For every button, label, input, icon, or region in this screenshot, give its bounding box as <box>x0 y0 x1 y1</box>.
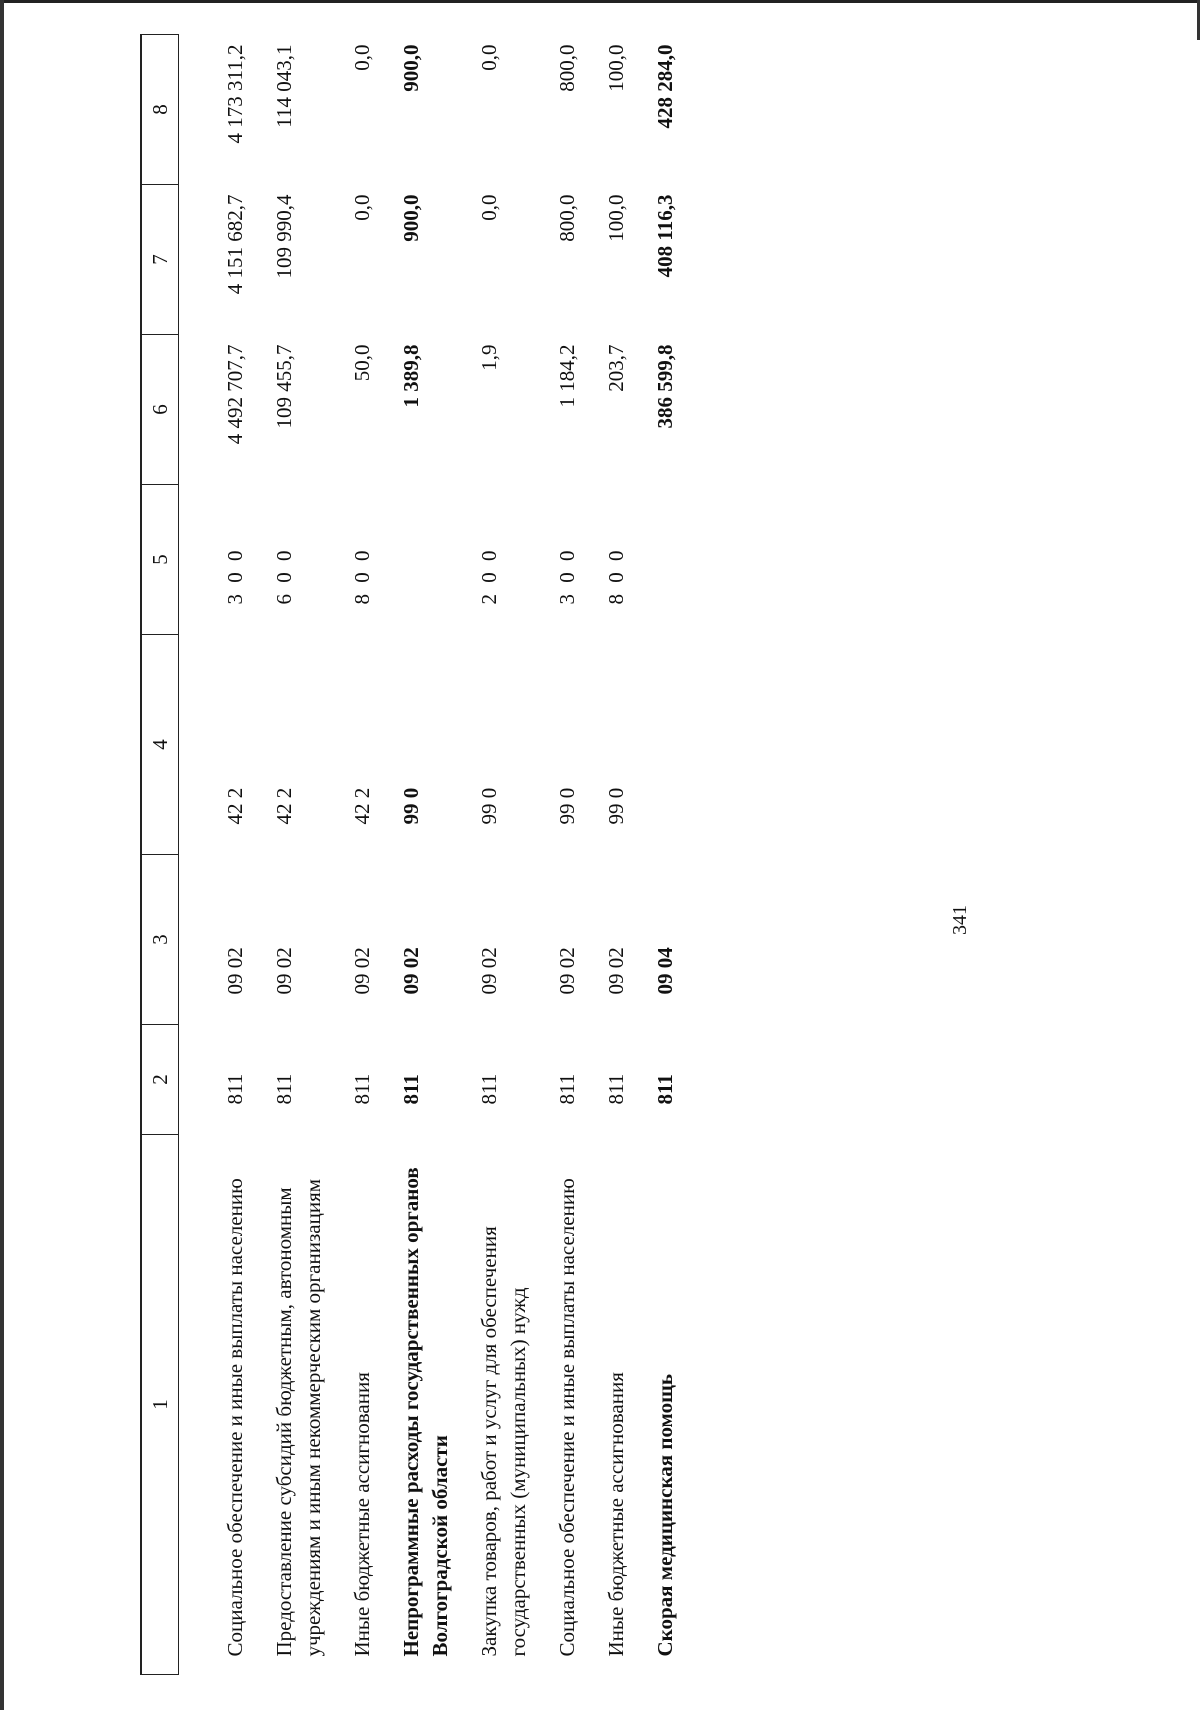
row-value-col7: 0,0 <box>350 194 374 221</box>
row-department: 811 <box>477 1073 501 1105</box>
table-row <box>342 35 391 1675</box>
header-col-7: 7 <box>141 185 179 335</box>
table-row <box>645 35 694 1675</box>
row-target-article: 42 2 <box>272 787 296 825</box>
row-value-col6: 203,7 <box>604 344 628 392</box>
row-section: 09 02 <box>399 947 423 995</box>
row-target-article: 99 0 <box>555 787 579 825</box>
row-value-col8: 0,0 <box>477 44 501 71</box>
row-section: 09 02 <box>223 947 247 995</box>
row-value-col6: 4 492 707,7 <box>223 344 247 445</box>
scan-edge-top <box>0 0 1200 3</box>
row-value-col8: 900,0 <box>399 44 423 92</box>
row-name: Иные бюджетные ассигнования <box>350 1372 374 1657</box>
row-name: Иные бюджетные ассигнования <box>604 1372 628 1657</box>
row-target-article: 42 2 <box>223 787 247 825</box>
row-value-col7: 800,0 <box>555 194 579 242</box>
row-value-col6: 386 599,8 <box>653 344 677 429</box>
scan-edge-left <box>0 0 4 1710</box>
row-value-col6: 50,0 <box>350 344 374 382</box>
table-spacer <box>179 35 216 1675</box>
row-department: 811 <box>604 1073 628 1105</box>
row-value-col6: 1 389,8 <box>399 344 423 408</box>
row-value-col7: 4 151 682,7 <box>223 194 247 295</box>
row-target-article: 99 0 <box>399 787 423 825</box>
row-value-col8: 114 043,1 <box>272 44 296 128</box>
table-row <box>469 35 547 1675</box>
row-expense-type: 8 0 0 <box>604 547 628 605</box>
header-col-3: 3 <box>141 855 179 1025</box>
row-department: 811 <box>399 1074 423 1105</box>
row-name: Предоставление субсидий бюджетным, автономным учреждениям и иным некоммерческим организациям <box>272 1178 325 1657</box>
header-col-5: 5 <box>141 485 179 635</box>
row-expense-type: 3 0 0 <box>223 547 247 605</box>
row-department: 811 <box>223 1073 247 1105</box>
row-department: 811 <box>350 1073 374 1105</box>
header-col-8: 8 <box>141 35 179 185</box>
row-value-col8: 0,0 <box>350 44 374 71</box>
row-target-article: 99 0 <box>604 787 628 825</box>
row-value-col6: 1 184,2 <box>555 344 579 408</box>
row-department: 811 <box>555 1073 579 1105</box>
row-value-col7: 900,0 <box>399 194 423 242</box>
row-section: 09 02 <box>555 947 579 995</box>
row-expense-type: 3 0 0 <box>555 547 579 605</box>
header-row <box>141 35 179 1675</box>
row-name: Непрограммные расходы государственных органов Волгоградской области <box>399 1167 452 1657</box>
header-col-1: 1 <box>141 1135 179 1675</box>
row-name: Социальное обеспечение и иные выплаты населению <box>555 1178 579 1657</box>
row-value-col6: 109 455,7 <box>272 344 296 429</box>
row-department: 811 <box>272 1073 296 1105</box>
row-section: 09 04 <box>653 947 677 995</box>
row-expense-type: 8 0 0 <box>350 547 374 605</box>
header-col-4: 4 <box>141 635 179 855</box>
page-number: 341 <box>949 905 971 935</box>
row-value-col8: 4 173 311,2 <box>223 44 247 144</box>
header-col-6: 6 <box>141 335 179 485</box>
row-value-col7: 408 116,3 <box>653 194 677 278</box>
table-row <box>264 35 342 1675</box>
row-department: 811 <box>653 1074 677 1105</box>
row-value-col7: 0,0 <box>477 194 501 221</box>
budget-table-container <box>140 35 1080 1675</box>
row-value-col8: 100,0 <box>604 44 628 92</box>
header-col-2: 2 <box>141 1025 179 1135</box>
row-value-col6: 1,9 <box>477 344 501 371</box>
row-name: Скорая медицинская помощь <box>653 1374 677 1657</box>
row-target-article: 42 2 <box>350 787 374 825</box>
table-row <box>391 35 469 1675</box>
row-expense-type <box>645 485 694 635</box>
table-row <box>547 35 596 1675</box>
row-section: 09 02 <box>350 947 374 995</box>
table-row <box>215 35 264 1675</box>
row-value-col8: 800,0 <box>555 44 579 92</box>
table-header <box>141 35 179 1675</box>
row-name: Закупка товаров, работ и услуг для обеспечения государственных (муниципальных) нужд <box>477 1226 530 1657</box>
row-target-article <box>645 635 694 855</box>
row-value-col8: 428 284,0 <box>653 44 677 129</box>
row-expense-type: 6 0 0 <box>272 547 296 605</box>
row-section: 09 02 <box>604 947 628 995</box>
budget-table <box>140 34 694 1675</box>
table-row <box>596 35 645 1675</box>
row-section: 09 02 <box>272 947 296 995</box>
row-expense-type: 2 0 0 <box>477 547 501 605</box>
row-name: Социальное обеспечение и иные выплаты населению <box>223 1178 247 1657</box>
row-value-col7: 109 990,4 <box>272 194 296 279</box>
table-body <box>179 35 695 1675</box>
row-expense-type <box>391 485 469 635</box>
row-value-col7: 100,0 <box>604 194 628 242</box>
row-target-article: 99 0 <box>477 787 501 825</box>
row-section: 09 02 <box>477 947 501 995</box>
